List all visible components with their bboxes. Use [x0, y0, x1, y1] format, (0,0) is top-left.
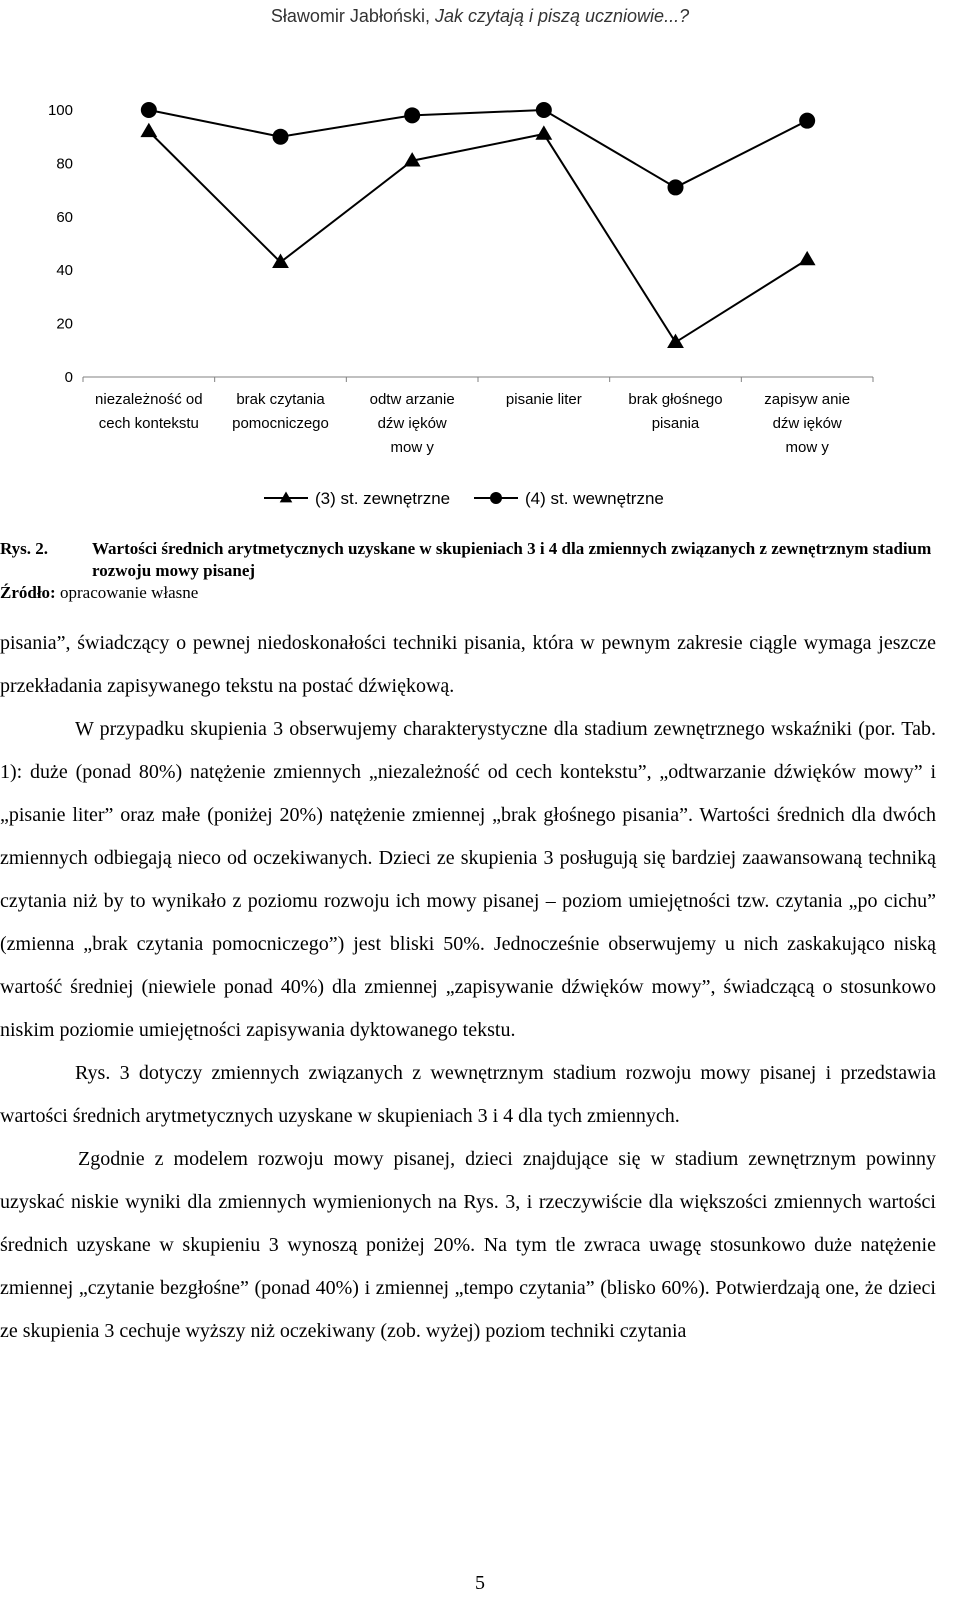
figure-caption	[0, 538, 950, 604]
running-head-author: Sławomir Jabłoński,	[270, 6, 435, 26]
running-head-title: Jak czytają i piszą uczniowie...?	[434, 6, 690, 26]
figure-caption-text: Wartości średnich arytmetycznych uzyskane w skupieniach 3 i 4 dla zmiennych związanych z zewnętrznym stadium rozwoju mowy pisanej	[92, 539, 932, 580]
y-tick-label: 80	[56, 155, 73, 173]
data-point-circle	[668, 179, 684, 195]
y-axis-ticks	[48, 102, 73, 386]
data-point-triangle	[667, 334, 684, 348]
running-head	[0, 6, 960, 27]
chart-legend	[264, 489, 664, 508]
y-tick-label: 20	[56, 315, 73, 333]
data-point-circle	[536, 102, 552, 118]
body-text	[0, 622, 936, 1353]
figure-source-label: Źródło:	[0, 583, 56, 602]
data-point-triangle	[535, 125, 552, 139]
data-point-circle	[490, 492, 502, 504]
figure-source-text: opracowanie własne	[55, 583, 199, 602]
series-layer	[140, 102, 815, 348]
y-tick-label: 60	[56, 208, 73, 226]
page-number: 5	[475, 1572, 485, 1594]
y-tick-label: 0	[64, 369, 73, 386]
series-line	[149, 110, 807, 187]
paragraph-4: Zgodnie z modelem rozwoju mowy pisanej, dzieci znajdujące się w stadium zewnętrznym powinny uzyskać niskie wyniki dla zmiennych wymienionych na Rys. 3, i rzeczywiście dla większości zmiennych wartości średnich uzyskane w skupieniu 3 wynoszą poniżej 20%. Na tym tle zwraca uwagę stosunkowo duże natężenie zmiennej „czytanie bezgłośne” (ponad 40%) i zmiennej „tempo czytania” (blisko 60%). Potwierdzają one, że dzieci ze skupienia 3 cechuje wyższy niż oczekiwany (zob. wyżej) poziom techniki czytania	[0, 1148, 936, 1342]
x-tick-label: odtw arzanie dźw ięków mow y	[369, 391, 455, 456]
data-point-circle	[404, 107, 420, 123]
paragraph-3: Rys. 3 dotyczy zmiennych związanych z wewnętrznym stadium rozwoju mowy pisanej i przedstawia wartości średnich arytmetycznych uzyskane w skupieniach 3 i 4 dla tych zmiennych.	[0, 1062, 936, 1127]
data-point-triangle	[140, 123, 157, 137]
data-point-circle	[799, 113, 815, 129]
x-tick-label: brak głośnego pisania	[628, 391, 723, 432]
x-axis-labels	[95, 391, 850, 456]
paragraph-2: W przypadku skupienia 3 obserwujemy charakterystyczne dla stadium zewnętrznego wskaźniki (por. Tab. 1): duże (ponad 80%) natężenie zmiennych „niezależność od cech kontekstu”, „odtwarzanie dźwięków mowy” i „pisanie liter” oraz małe (poniżej 20%) natężenie zmiennej „brak głośnego pisania”. Wartości średnich dla dwóch zmiennych odbiegają nieco od oczekiwanych. Dzieci ze skupienia 3 posługują się bardziej zaawansowaną techniką czytania niż by to wynikało z poziomu rozwoju ich mowy pisanej – poziom umiejętności tzw. czytania „po cichu” (zmienna „brak czytania pomocniczego”) jest bliski 50%. Jednocześnie obserwujemy u nich zaskakująco niską wartość średniej (niewiele ponad 40%) dla zmiennej „zapisywanie dźwięków mowy”, świadczącą o stosunkowo niskim poziomie umiejętności zapisywania dyktowanego tekstu.	[0, 718, 936, 1041]
legend-label: (4) st. wewnętrzne	[525, 489, 664, 508]
line-chart	[0, 80, 960, 530]
x-tick-label: pisanie liter	[505, 391, 582, 408]
y-tick-label: 100	[47, 102, 73, 119]
x-tick-label: niezależność od cech kontekstu	[95, 391, 203, 432]
data-point-circle	[141, 102, 157, 118]
legend-entry	[264, 489, 450, 508]
y-tick-label: 40	[56, 262, 73, 280]
figure-label: Rys. 2.	[0, 539, 49, 558]
x-tick-label: brak czytania pomocniczego	[232, 391, 329, 432]
data-point-triangle	[280, 492, 293, 503]
legend-entry	[474, 489, 664, 508]
legend-label: (3) st. zewnętrzne	[315, 489, 451, 508]
series-triangle	[140, 123, 815, 348]
data-point-triangle	[799, 251, 816, 265]
series-line	[149, 131, 807, 342]
data-point-circle	[273, 129, 289, 145]
paragraph-1: pisania”, świadczący o pewnej niedoskonałości techniki pisania, która w pewnym zakresie ciągle wymaga jeszcze przekładania zapisywanego tekstu na postać dźwiękową.	[0, 632, 936, 697]
series-circle	[141, 102, 815, 195]
x-axis-tickmarks	[83, 377, 873, 382]
x-tick-label: zapisyw anie dźw ięków mow y	[764, 391, 851, 456]
figure-source	[0, 582, 950, 604]
